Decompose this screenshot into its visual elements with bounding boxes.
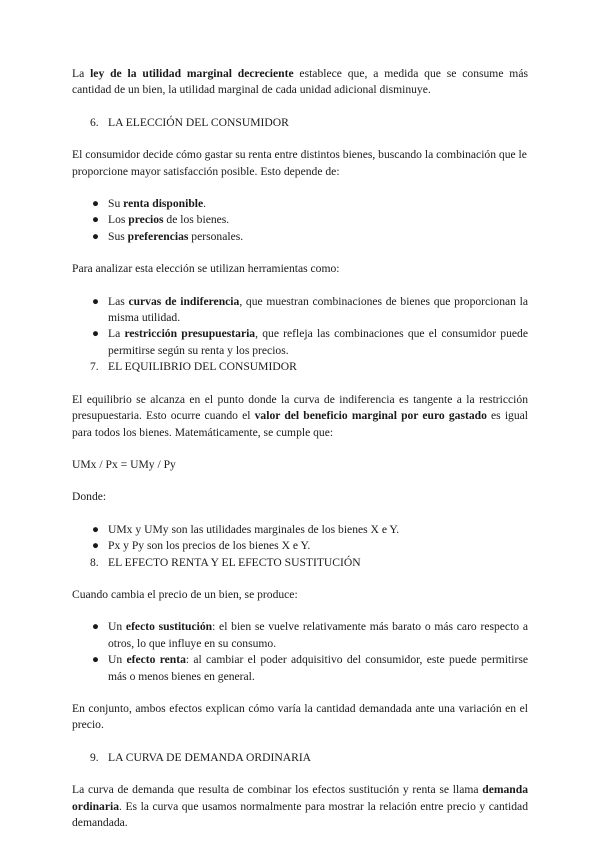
paragraph-marginal-utility [72,66,528,99]
list-item: ● La restricción presupuestaria, que refleja las combinaciones que el consumidor puede permitirse según su renta y los precios. [72,326,528,359]
bullet-icon: ● [92,229,100,243]
list-item: ● Las curvas de indiferencia, que muestran combinaciones de bienes que proporcionan la misma utilidad. [72,294,528,327]
section-heading-8 [72,555,528,571]
section-number: 9. [90,750,99,764]
paragraph-ordinary-demand [72,782,528,831]
bullet-icon: ● [92,522,100,536]
text: es igual para todos los bienes. Matemáticamente, se cumple que: [72,409,528,439]
section-heading-9 [72,750,528,766]
paragraph-price-change: Cuando cambia el precio de un bien, se produce: [72,587,298,601]
list-item: ● UMx y UMy son las utilidades marginales de los bienes X e Y. [72,522,528,538]
list-item: ● Un efecto sustitución: el bien se vuelve relativamente más barato o más caro respecto a otros, lo que influye en su consumo. [72,619,528,652]
section-number: 8. [90,555,99,569]
paragraph-where: Donde: [72,490,107,504]
document-page [72,66,528,831]
bold-term: demanda ordinaria [72,783,528,813]
section-heading-7 [72,359,528,375]
paragraph-tools: Para analizar esta elección se utilizan herramientas como: [72,262,340,276]
text: establece que, a medida que se consume más cantidad de un bien, la utilidad marginal de cada unidad adicional disminuye. [72,67,528,97]
paragraph-consumer-choice: El consumidor decide cómo gastar su renta entre distintos bienes, buscando la combinación que le proporcione mayor satisfacción posible. Esto depende de: [72,148,527,178]
list-item: ● Su renta disponible. [72,196,528,212]
text: La curva de demanda que resulta de combinar los efectos sustitución y renta se llama [72,783,483,797]
list-item: ● Los precios de los bienes. [72,212,528,228]
paragraph-equilibrium [72,392,528,441]
bold-term: valor del beneficio marginal por euro gastado [254,409,487,423]
bullet-icon: ● [92,197,100,211]
text: La [72,67,91,80]
list-item: ● Un efecto renta: al cambiar el poder adquisitivo del consumidor, este puede permitirse más o menos bienes en general. [72,652,528,685]
section-title: EL EQUILIBRIO DEL CONSUMIDOR [108,360,297,374]
bullet-list-tools [72,294,528,360]
section-title: EL EFECTO RENTA Y EL EFECTO SUSTITUCIÓN [108,555,361,569]
bullet-icon: ● [92,213,100,227]
bullet-list-factors [72,196,528,245]
text: El equilibrio se alcanza en el punto donde la curva de indiferencia es tangente a la restricción presupuestaria. Esto ocurre cuando el [72,392,528,423]
bullet-icon: ● [92,294,100,308]
bullet-list-effects [72,619,528,685]
list-item: ● Sus preferencias personales. [72,229,528,245]
list-item: ● Px y Py son los precios de los bienes X e Y. [72,538,528,554]
section-number: 7. [90,360,99,374]
section-title: LA ELECCIÓN DEL CONSUMIDOR [108,115,289,129]
paragraph-conclusion: En conjunto, ambos efectos explican cómo varía la cantidad demandada ante una variación en el precio. [72,701,528,732]
section-heading-6 [72,115,528,131]
section-number: 6. [90,115,99,129]
section-title: LA CURVA DE DEMANDA ORDINARIA [108,750,312,764]
text: . Es la curva que usamos normalmente para mostrar la relación entre precio y cantidad demandada. [72,799,528,829]
bullet-icon: ● [92,653,100,667]
formula: UMx / Px = UMy / Py [72,457,176,471]
bullet-list-definitions [72,522,528,555]
bold-term: ley de la utilidad marginal decreciente [90,67,294,80]
bullet-icon: ● [92,620,100,634]
bullet-icon: ● [92,327,100,341]
bullet-icon: ● [92,539,100,553]
